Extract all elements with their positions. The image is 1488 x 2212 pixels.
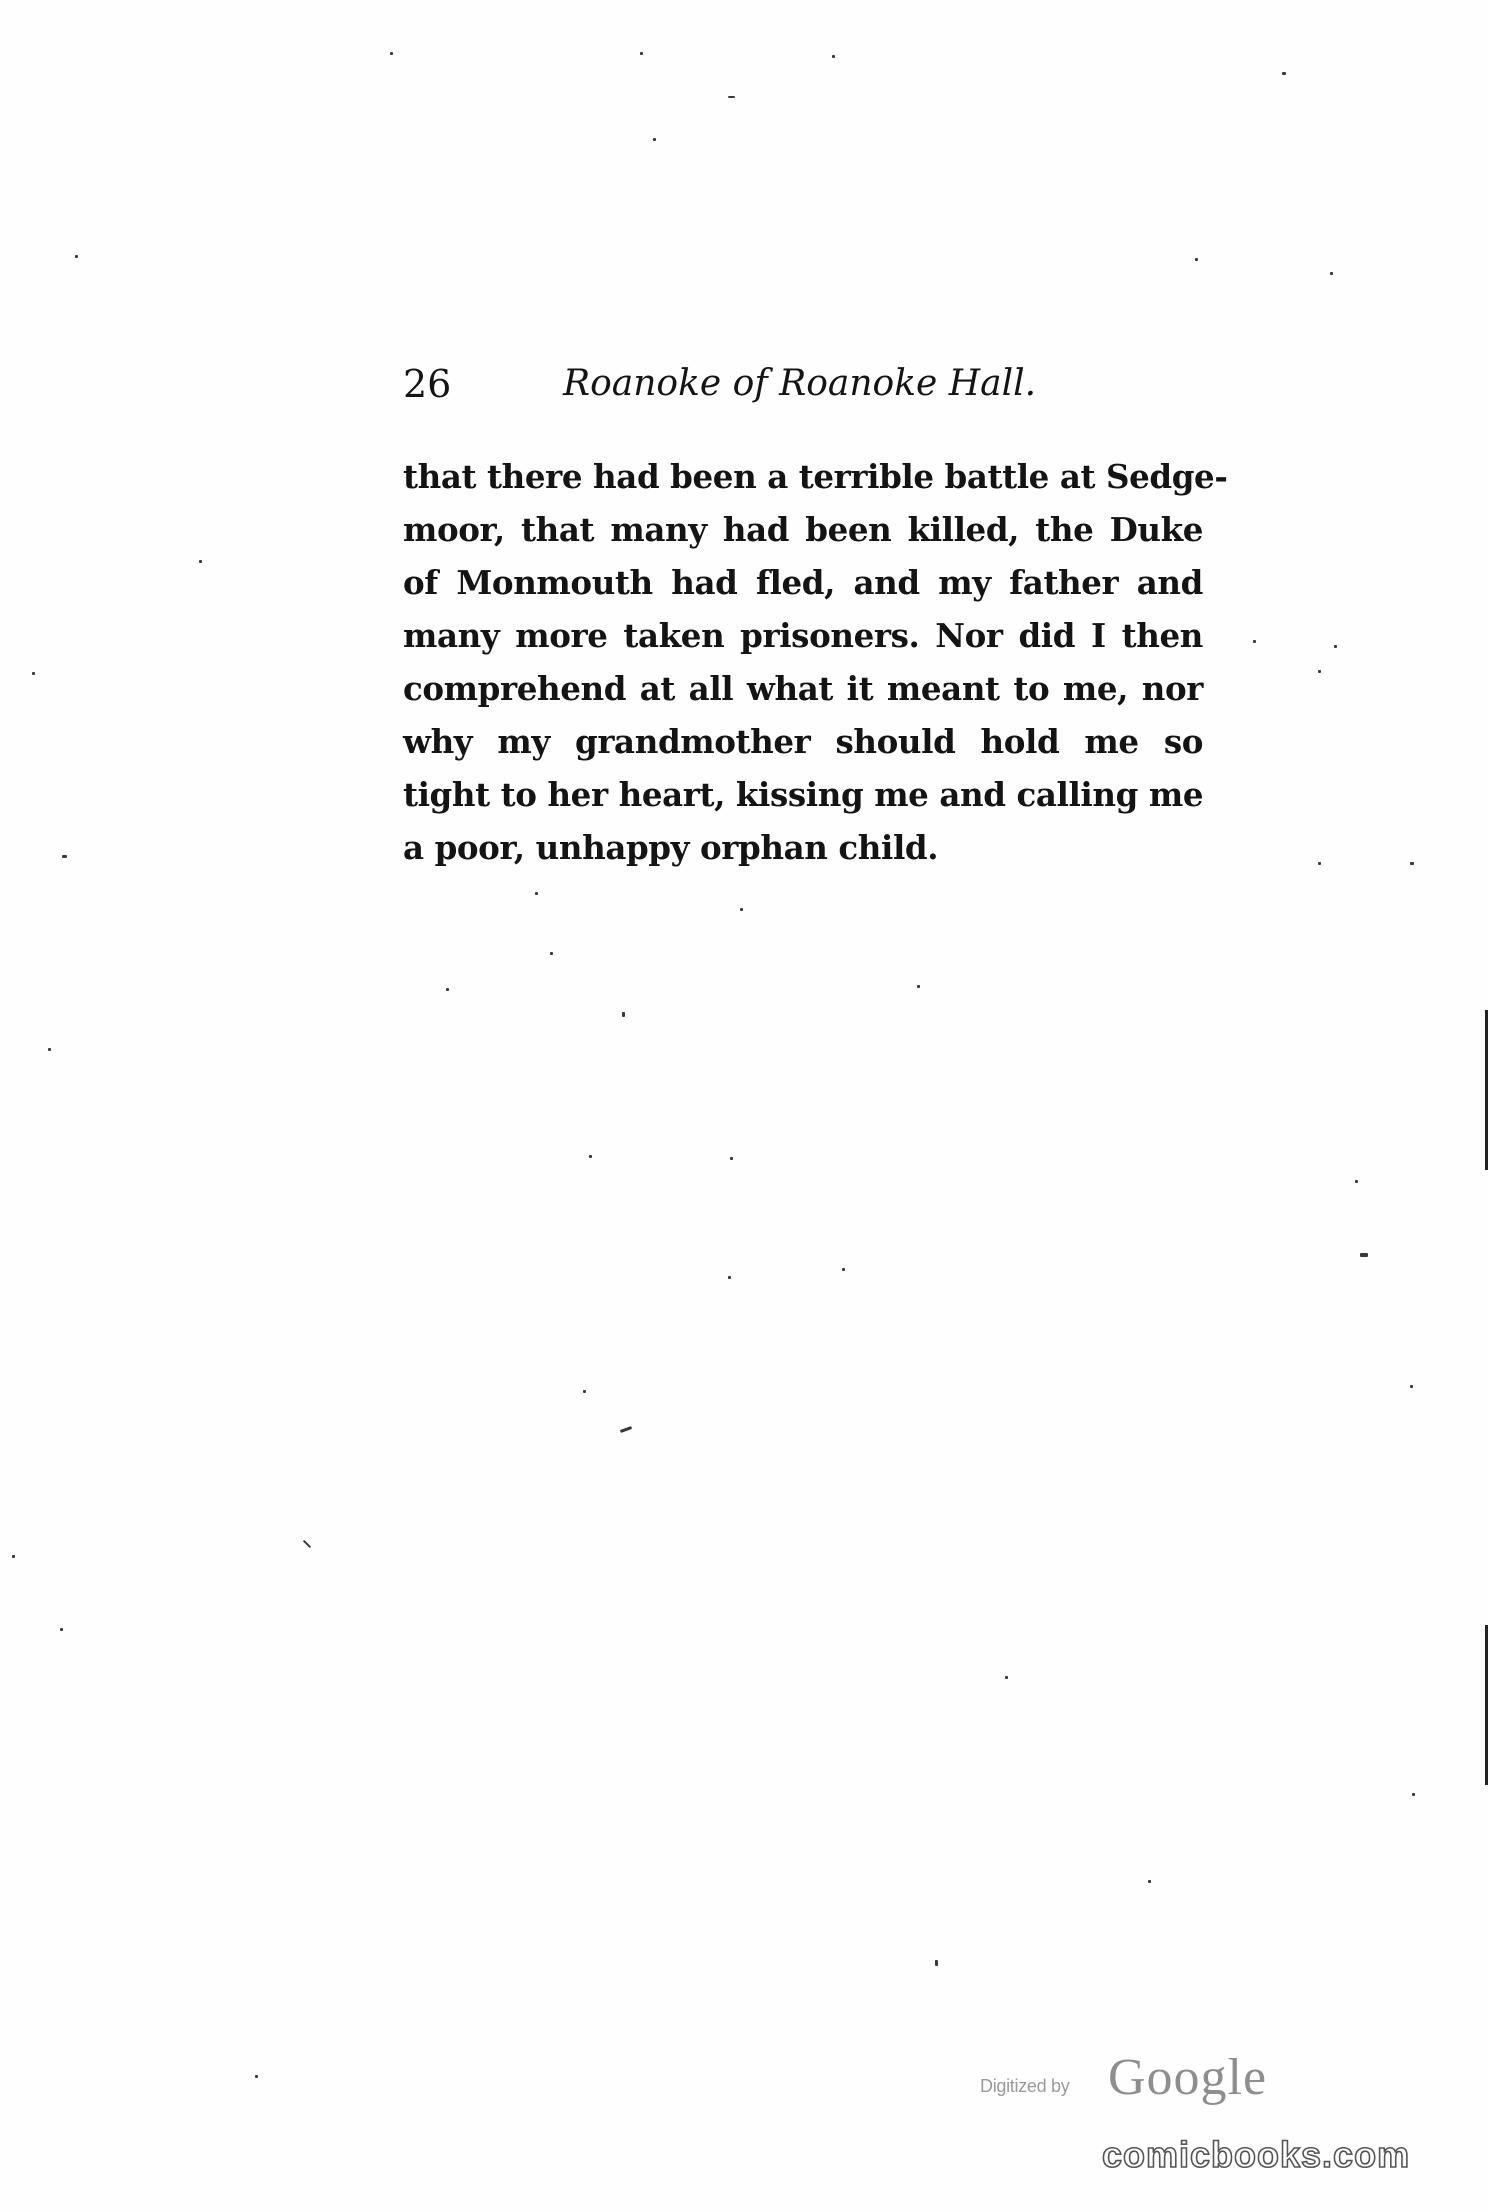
scan-speck: [622, 1012, 625, 1017]
body-paragraph: [403, 450, 1228, 874]
scan-speck: [653, 138, 656, 141]
scan-speck: [1355, 1180, 1358, 1183]
scan-speck: [60, 1628, 63, 1631]
text-line: of Monmouth had fled, and my father and: [403, 563, 1203, 602]
scan-speck: [535, 892, 538, 895]
text-line: that there had been a terrible battle at Sedge-: [403, 457, 1228, 496]
running-title: Roanoke of Roanoke Hall.: [563, 363, 1037, 404]
scan-speck: [390, 52, 393, 55]
text-line: tight to her heart, kissing me and calling me: [403, 775, 1204, 814]
text-line: comprehend at all what it meant to me, nor: [403, 669, 1203, 708]
scan-speck: [1410, 862, 1414, 865]
page-number: 26: [403, 362, 452, 406]
scan-speck: [1330, 272, 1333, 275]
watermark-prefix: Digitized by: [980, 2076, 1070, 2096]
scan-speck: [1318, 862, 1321, 865]
scan-speck: [583, 1390, 586, 1393]
scan-speck: [62, 855, 67, 858]
scan-speck: [1195, 258, 1198, 261]
digitized-watermark: [980, 2050, 1300, 2110]
site-watermark: comicbooks.com: [1102, 2134, 1411, 2175]
scan-speck: [1253, 640, 1256, 643]
scan-speck: [1148, 1880, 1151, 1883]
text-line: a poor, unhappy orphan child.: [403, 828, 939, 867]
watermark-brand: Google: [1108, 2049, 1268, 2106]
scan-speck: [12, 1555, 15, 1558]
scan-speck: [730, 1157, 733, 1160]
scan-speck: [32, 672, 35, 675]
scan-speck: [199, 560, 202, 563]
scan-speck: [48, 1048, 51, 1051]
scan-speck: [1334, 645, 1337, 648]
scan-speck: [1282, 72, 1286, 75]
scan-speck: [1410, 1385, 1413, 1388]
scan-speck: [1412, 1793, 1415, 1796]
scan-speck: [832, 55, 835, 58]
scan-speck: [1318, 670, 1321, 673]
text-line: why my grandmother should hold me so: [403, 722, 1203, 761]
scan-speck: [303, 1540, 311, 1548]
scan-speck: [728, 1276, 731, 1279]
running-header: [403, 356, 1203, 416]
scan-speck: [842, 1268, 845, 1271]
scan-speck: [935, 1960, 938, 1966]
scan-speck: [589, 1155, 592, 1158]
scan-speck: [255, 2075, 258, 2078]
scan-speck: [75, 255, 78, 258]
scan-speck: [446, 988, 449, 991]
scan-speck: [550, 952, 553, 955]
text-line: moor, that many had been killed, the Duke: [403, 510, 1203, 549]
scan-speck: [640, 52, 643, 55]
scan-speck: [1005, 1676, 1008, 1679]
text-line: many more taken prisoners. Nor did I then: [403, 616, 1203, 655]
scan-speck: [917, 985, 920, 988]
scan-speck: [620, 1426, 632, 1433]
scan-speck: [1360, 1253, 1368, 1257]
scan-speck: [740, 908, 743, 911]
scan-speck: [728, 96, 735, 98]
